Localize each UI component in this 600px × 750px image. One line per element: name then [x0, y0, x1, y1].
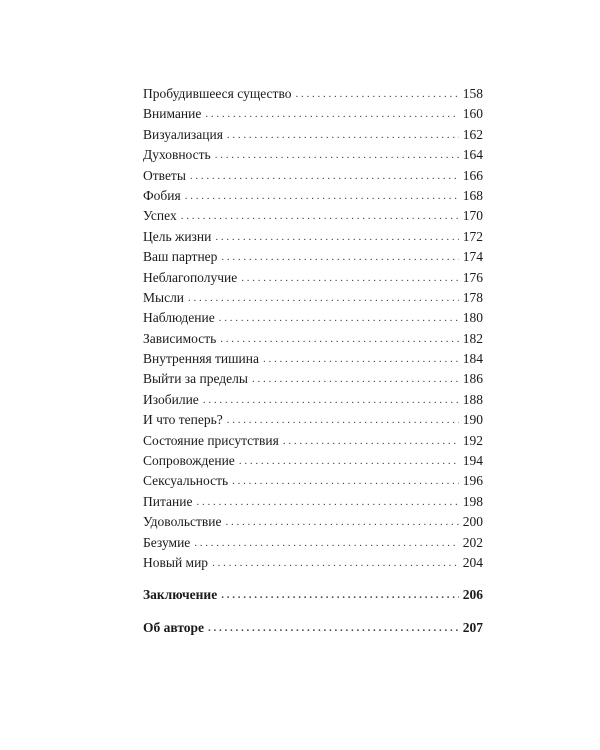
toc-entry-title: Внимание: [143, 106, 202, 122]
dot-leader: [208, 618, 459, 638]
toc-entry[interactable]: [143, 451, 483, 471]
toc-entry-page: 207: [462, 619, 483, 635]
toc-entry-conclusion[interactable]: [143, 585, 483, 605]
dot-leader: [227, 410, 459, 430]
dot-leader: [226, 512, 459, 532]
toc-entry-title: Мысли: [143, 289, 185, 305]
toc-entry-title: Фобия: [143, 187, 181, 203]
toc-entry-title: Внутренняя тишина: [143, 351, 259, 367]
toc-entry-title: Изобилие: [143, 391, 199, 407]
toc-entry-title: Зависимость: [143, 330, 217, 346]
toc-entry[interactable]: [143, 166, 483, 186]
toc-entry-title: Духовность: [143, 147, 211, 163]
dot-leader: [221, 247, 458, 267]
toc-entry-page: 178: [462, 289, 483, 305]
toc-entry[interactable]: [143, 104, 483, 124]
dot-leader: [188, 288, 459, 308]
toc-entry-page: 176: [462, 269, 483, 285]
toc-entry-title: Ваш партнер: [143, 249, 218, 265]
toc-entry-page: 196: [462, 473, 483, 489]
toc-entry[interactable]: [143, 206, 483, 226]
toc-entry-title: И что теперь?: [143, 412, 223, 428]
dot-leader: [181, 206, 459, 226]
toc-entry[interactable]: [143, 553, 483, 573]
toc-entry[interactable]: [143, 268, 483, 288]
toc-entry[interactable]: [143, 329, 483, 349]
toc-entry[interactable]: [143, 349, 483, 369]
toc-entry-title: Неблагополучие: [143, 269, 238, 285]
toc-entry[interactable]: [143, 369, 483, 389]
toc-entry-page: 180: [462, 310, 483, 326]
toc-entry-title: Выйти за пределы: [143, 371, 248, 387]
toc-entry[interactable]: [143, 145, 483, 165]
dot-leader: [194, 533, 458, 553]
toc-entry-page: 194: [462, 453, 483, 469]
toc-entry-page: 206: [462, 587, 483, 603]
toc-entry[interactable]: [143, 410, 483, 430]
toc-entry-about-author[interactable]: [143, 618, 483, 638]
toc-entry-title: Наблюдение: [143, 310, 215, 326]
toc-entry-title: Сексуальность: [143, 473, 229, 489]
toc-entry-page: 188: [462, 391, 483, 407]
dot-leader: [215, 227, 458, 247]
dot-leader: [221, 585, 459, 605]
dot-leader: [232, 471, 459, 491]
dot-leader: [263, 349, 459, 369]
toc-entry-title: Новый мир: [143, 554, 209, 570]
dot-leader: [185, 186, 459, 206]
toc-entry-page: 192: [462, 432, 483, 448]
dot-leader: [205, 104, 458, 124]
toc-entry-page: 186: [462, 371, 483, 387]
dot-leader: [219, 308, 459, 328]
dot-leader: [295, 84, 458, 104]
toc-entry-page: 166: [462, 167, 483, 183]
toc-entry-title: Сопровождение: [143, 453, 235, 469]
toc-entry-page: 198: [462, 493, 483, 509]
toc-entry-title: Успех: [143, 208, 177, 224]
toc-entry-title: Удовольствие: [143, 514, 222, 530]
toc-entry[interactable]: [143, 533, 483, 553]
dot-leader: [215, 145, 459, 165]
toc-entry-title: Безумие: [143, 534, 191, 550]
toc-entry-page: 200: [462, 514, 483, 530]
toc-entry-page: 158: [462, 86, 483, 101]
toc-entry[interactable]: [143, 390, 483, 410]
toc-entry[interactable]: [143, 308, 483, 328]
dot-leader: [239, 451, 459, 471]
toc-entry-page: 160: [462, 106, 483, 122]
toc-entry-page: 184: [462, 351, 483, 367]
toc-entry-page: 164: [462, 147, 483, 163]
toc-entry[interactable]: [143, 84, 483, 104]
dot-leader: [196, 492, 458, 512]
toc-entry[interactable]: [143, 288, 483, 308]
toc-entry-title: Об авторе: [143, 619, 205, 635]
dot-leader: [227, 125, 459, 145]
toc-entry[interactable]: [143, 125, 483, 145]
toc-entry[interactable]: [143, 227, 483, 247]
toc-entry-page: 202: [462, 534, 483, 550]
toc-entry-page: 170: [462, 208, 483, 224]
toc-entry-title: Состояние присутствия: [143, 432, 279, 448]
toc-entry[interactable]: [143, 492, 483, 512]
toc-entry-title: Визуализация: [143, 126, 223, 142]
dot-leader: [190, 166, 459, 186]
toc-entry-title: Пробудившееся существо: [143, 86, 292, 101]
dot-leader: [220, 329, 459, 349]
toc-entry[interactable]: [143, 247, 483, 267]
dot-leader: [252, 369, 459, 389]
table-of-contents: [143, 84, 483, 638]
toc-entry[interactable]: [143, 431, 483, 451]
toc-entry-title: Ответы: [143, 167, 186, 183]
toc-entry-title: Заключение: [143, 587, 218, 603]
toc-entry-page: 182: [462, 330, 483, 346]
toc-entry[interactable]: [143, 186, 483, 206]
toc-entry-title: Цель жизни: [143, 228, 212, 244]
toc-entry-page: 168: [462, 187, 483, 203]
toc-entry-page: 190: [462, 412, 483, 428]
dot-leader: [203, 390, 459, 410]
dot-leader: [212, 553, 459, 573]
toc-entry-page: 204: [462, 554, 483, 570]
dot-leader: [241, 268, 459, 288]
toc-entry-title: Питание: [143, 493, 193, 509]
toc-entry-page: 174: [462, 249, 483, 265]
toc-entry[interactable]: [143, 512, 483, 532]
toc-entry-page: 162: [462, 126, 483, 142]
dot-leader: [283, 431, 459, 451]
toc-entry-page: 172: [462, 228, 483, 244]
toc-entry[interactable]: [143, 471, 483, 491]
